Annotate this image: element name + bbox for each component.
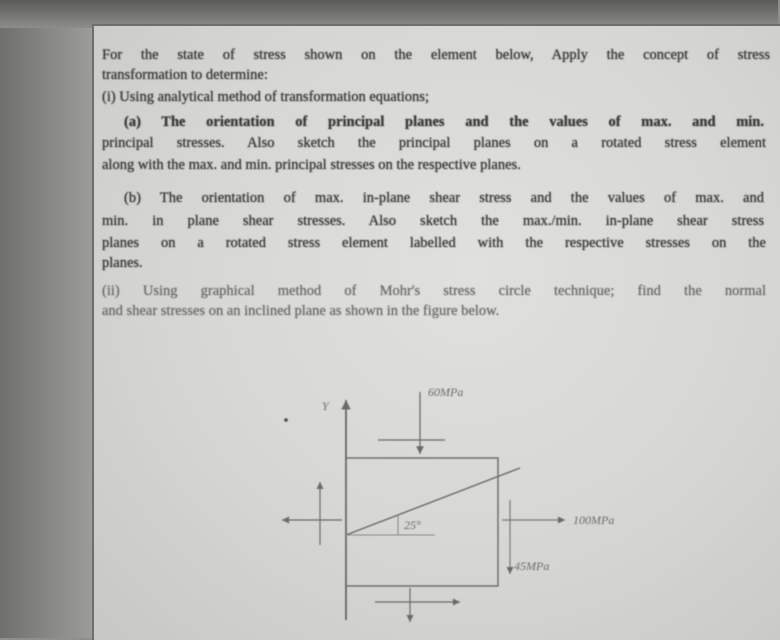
part-a-line-1: (a) The orientation of principal planes and the values of max. and min.: [124, 114, 764, 130]
y-axis-label: Y: [322, 399, 329, 413]
part-ii-line-2: and shear stresses on an inclined plane as shown in the figure below.: [102, 303, 500, 319]
stress-element: [346, 458, 498, 586]
part-b-line-3: planes on a rotated stress element labelled with the respective stresses on the: [102, 235, 766, 251]
top-stress-label: 60MPa: [428, 385, 464, 399]
intro-line-1: For the state of stress shown on the element below, Apply the concept of stress: [102, 47, 770, 63]
intro-line-2: transformation to determine:: [102, 67, 268, 83]
right-stress-label: 100MPa: [573, 513, 615, 527]
ink-dot: [284, 418, 288, 422]
part-ii-line-1: (ii) Using graphical method of Mohr's stress circle technique; find the normal: [102, 283, 766, 299]
page-edge-shadow: [0, 0, 92, 638]
angle-label: 25°: [404, 518, 421, 532]
stress-element-figure: [270, 370, 615, 630]
part-b-line-1: (b) The orientation of max. in-plane shear stress and the values of max. and: [124, 190, 764, 206]
part-b-line-4: planes.: [102, 255, 143, 271]
inclined-plane: [346, 468, 520, 535]
part-a-line-3: along with the max. and min. principal stresses on the respective planes.: [102, 157, 521, 173]
part-b-line-2: min. in plane shear stresses. Also sketch the max./min. in-plane shear stress: [102, 213, 764, 229]
shear-stress-label: 45MPa: [514, 559, 550, 573]
part-a-line-2: principal stresses. Also sketch the principal planes on a rotated stress element: [102, 135, 766, 151]
part-i-heading: (i) Using analytical method of transformation equations;: [102, 89, 429, 105]
